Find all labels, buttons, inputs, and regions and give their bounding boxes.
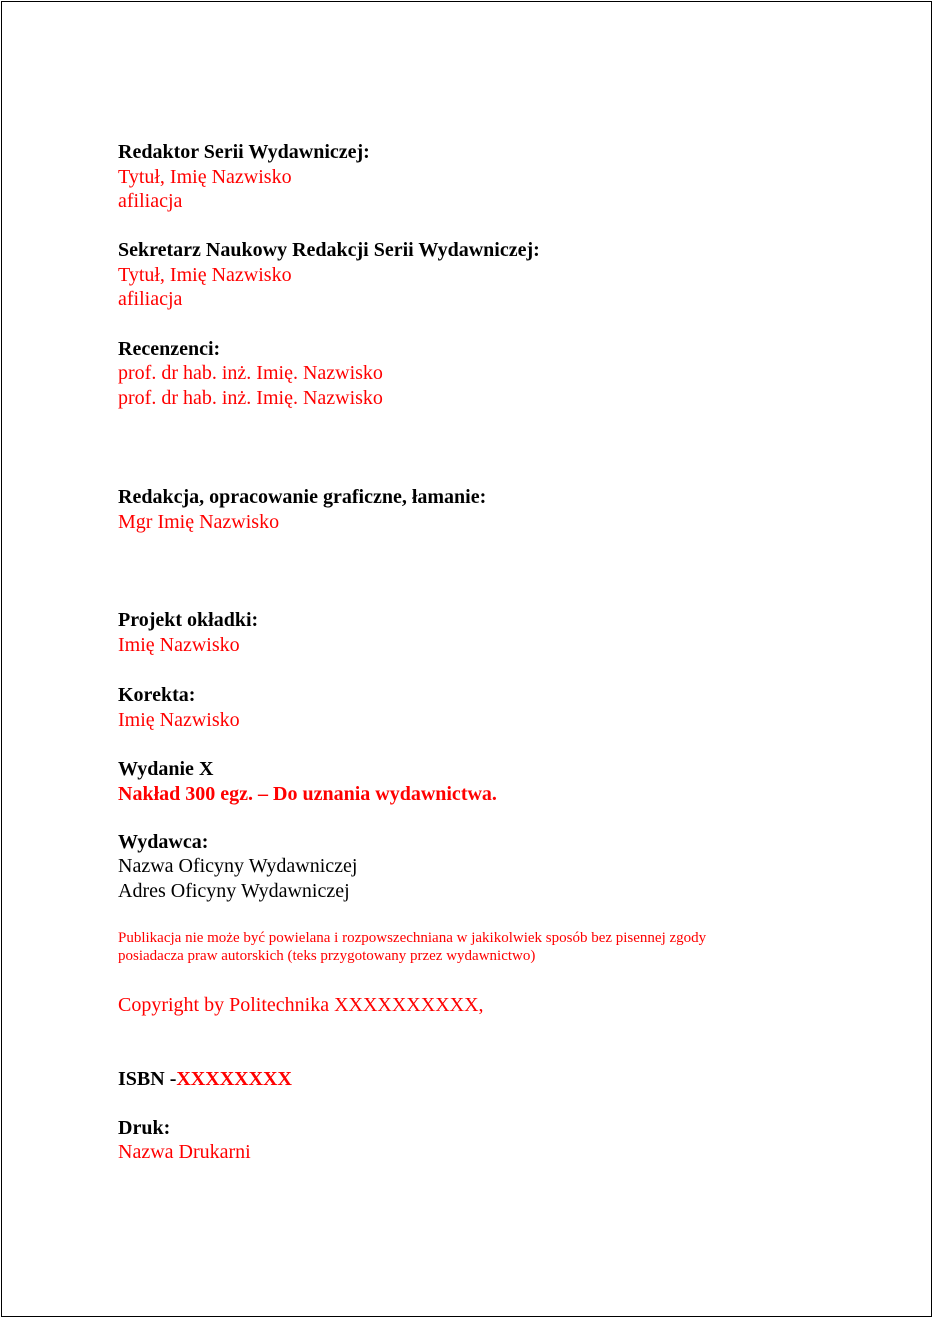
scientific-secretary-affiliation: afiliacja	[118, 288, 183, 310]
series-editor-name: Tytuł, Imię Nazwisko	[118, 166, 292, 188]
printing-heading: Druk:	[118, 1117, 171, 1139]
printing-name: Nazwa Drukarni	[118, 1141, 251, 1163]
cover-design-name: Imię Nazwisko	[118, 634, 240, 656]
edition-heading: Wydanie X	[118, 758, 214, 780]
copyright-line: Copyright by Politechnika XXXXXXXXXX,	[118, 994, 484, 1016]
publisher-name: Nazwa Oficyny Wydawniczej	[118, 855, 358, 877]
reviewers-heading: Recenzenci:	[118, 338, 221, 360]
reviewer-item: prof. dr hab. inż. Imię. Nazwisko	[118, 387, 383, 409]
isbn-line	[118, 1067, 292, 1091]
print-run: Nakład 300 egz. – Do uznania wydawnictwa.	[118, 783, 497, 805]
proofreading-heading: Korekta:	[118, 684, 196, 706]
series-editor-affiliation: afiliacja	[118, 190, 183, 212]
series-editor-heading: Redaktor Serii Wydawniczej:	[118, 141, 370, 163]
cover-design-heading: Projekt okładki:	[118, 609, 259, 631]
editing-heading: Redakcja, opracowanie graficzne, łamanie:	[118, 486, 487, 508]
scientific-secretary-name: Tytuł, Imię Nazwisko	[118, 264, 292, 286]
isbn-prefix: ISBN -	[118, 1068, 177, 1090]
proofreading-name: Imię Nazwisko	[118, 709, 240, 731]
editing-name: Mgr Imię Nazwisko	[118, 511, 280, 533]
rights-notice-line-1: Publikacja nie może być powielana i rozpowszechniana w jakikolwiek sposób bez pisennej zgody	[118, 930, 707, 946]
publisher-address: Adres Oficyny Wydawniczej	[118, 880, 350, 902]
document-page	[1, 1, 932, 1317]
reviewer-item: prof. dr hab. inż. Imię. Nazwisko	[118, 362, 383, 384]
scientific-secretary-heading: Sekretarz Naukowy Redakcji Serii Wydawniczej:	[118, 239, 540, 261]
publisher-heading: Wydawca:	[118, 831, 209, 853]
rights-notice-line-2: posiadacza praw autorskich (teks przygotowany przez wydawnictwo)	[118, 948, 536, 964]
isbn-value: XXXXXXXX	[176, 1068, 292, 1090]
